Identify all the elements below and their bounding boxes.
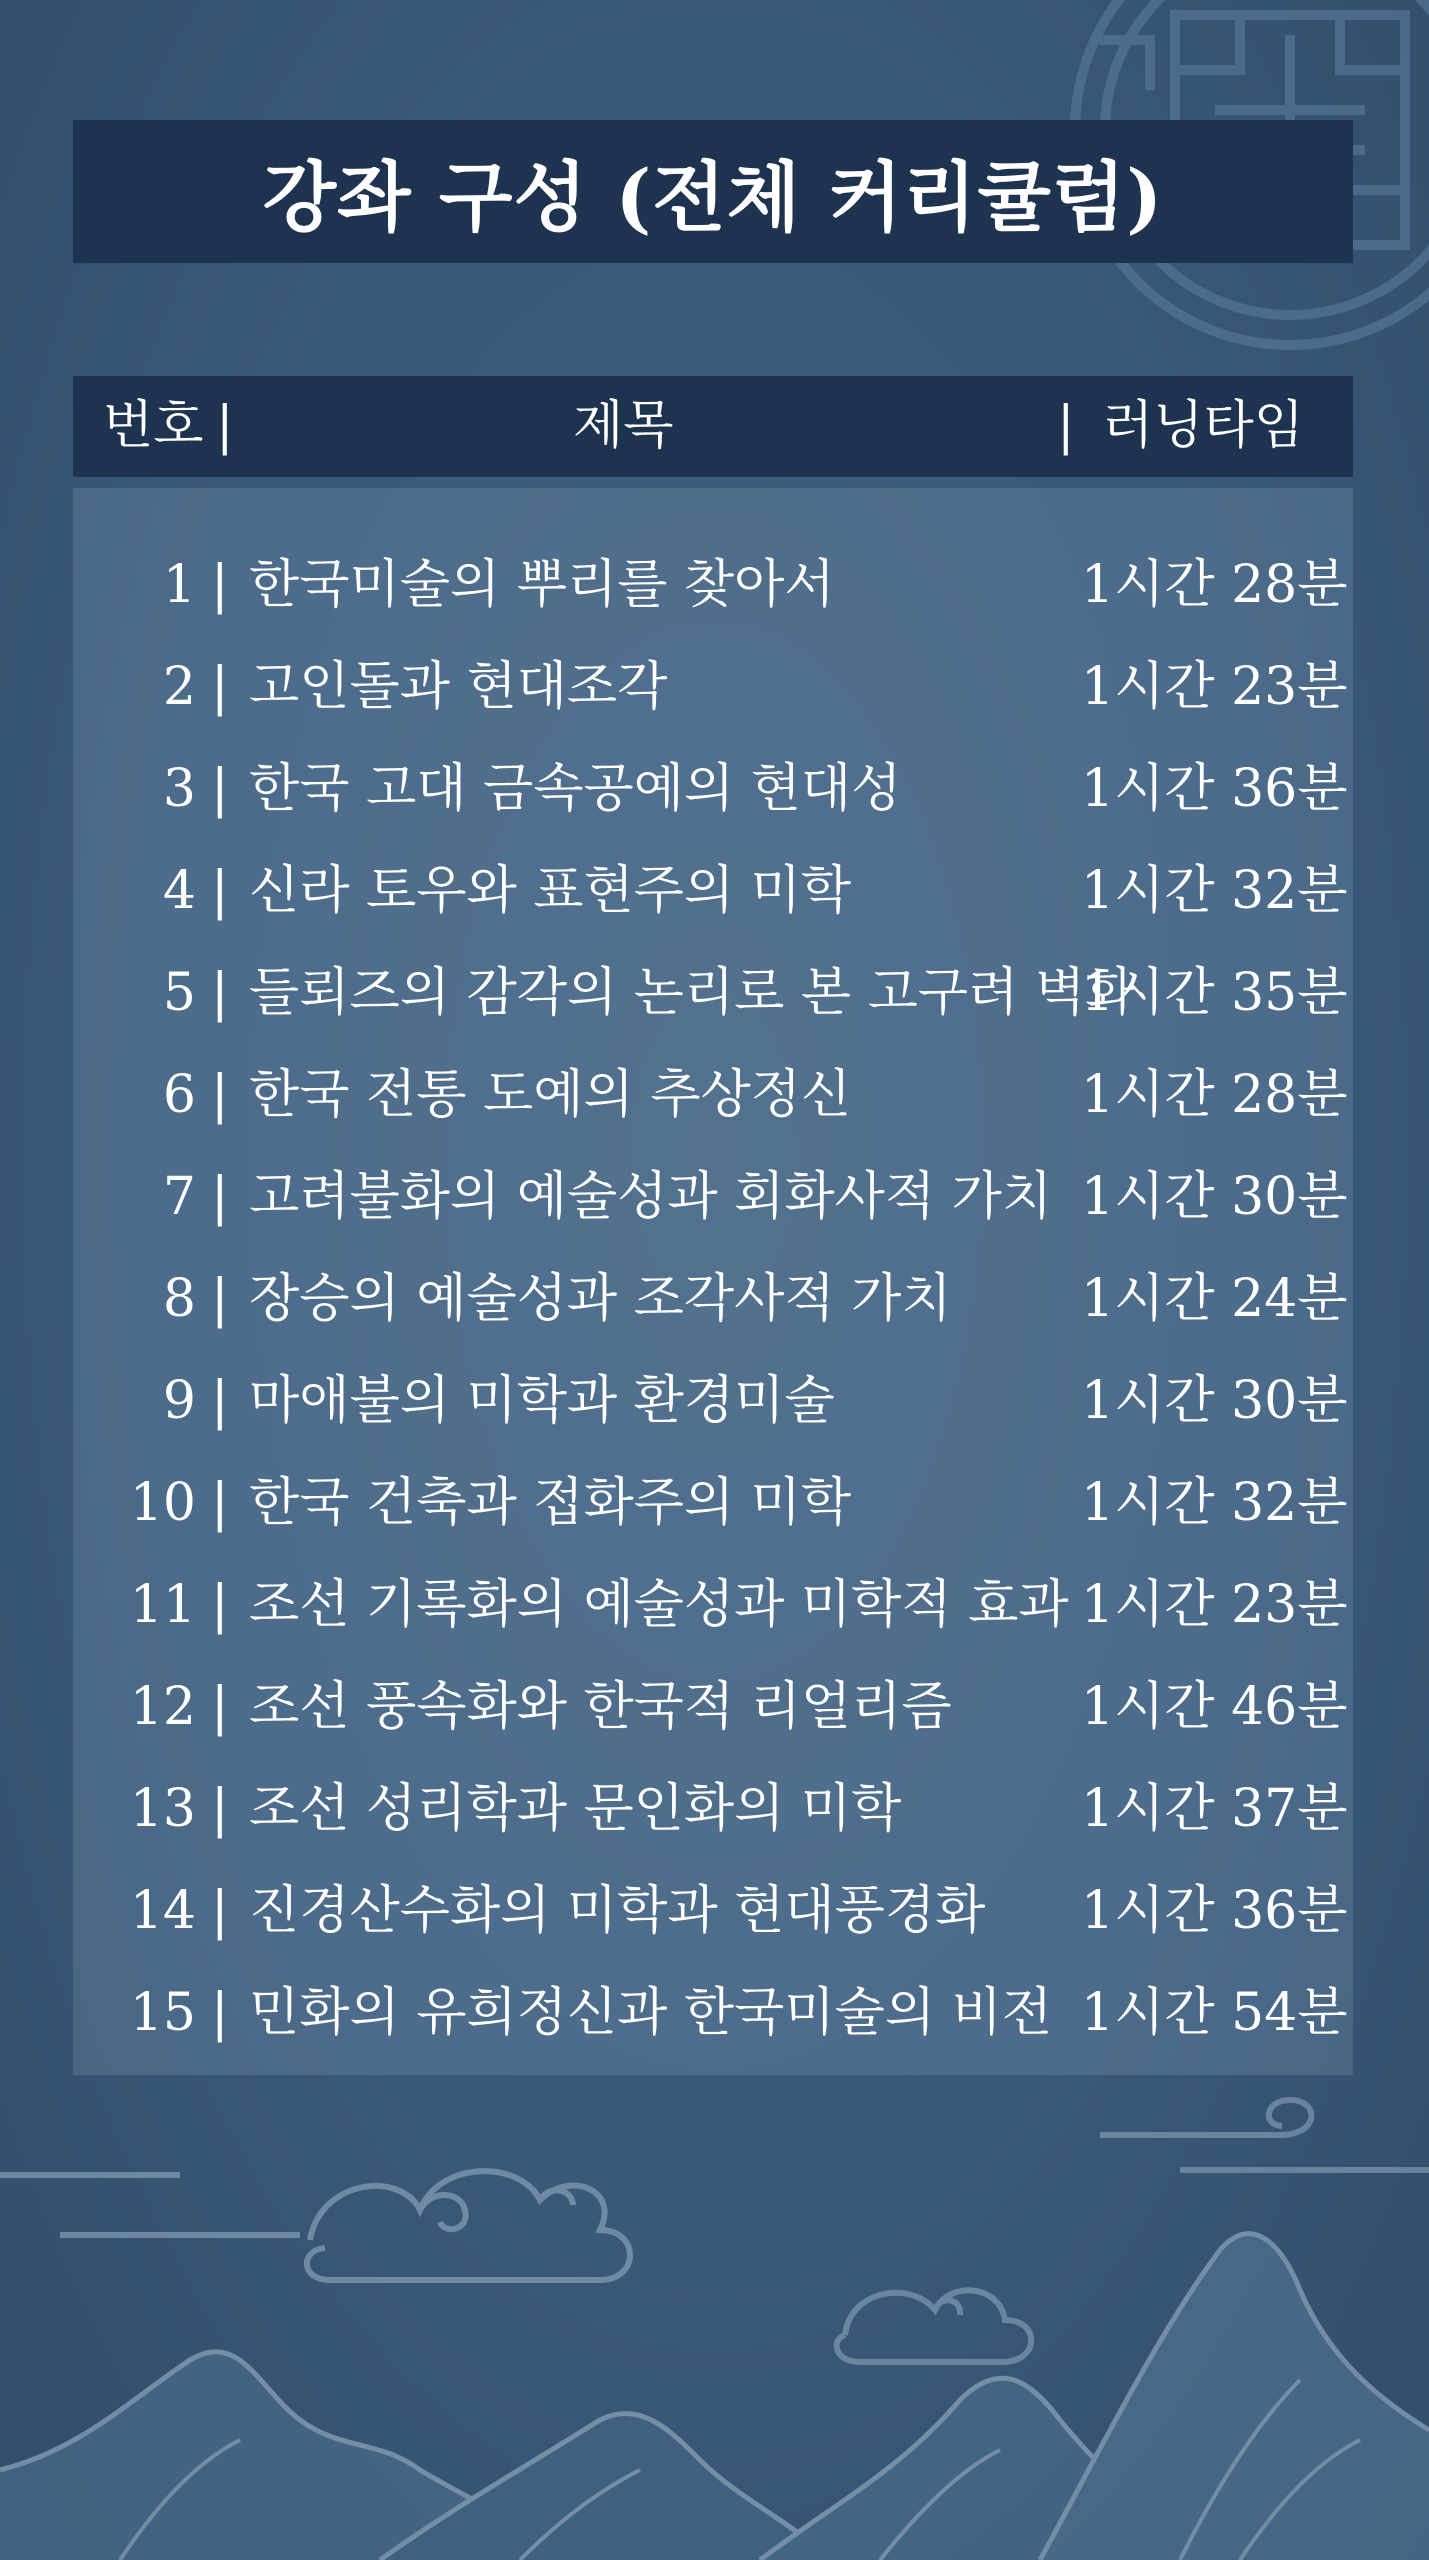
row-title: 한국 건축과 접화주의 미학 [249,1473,852,1533]
row-separator: | [211,1269,229,1329]
row-number: 3 [162,759,196,819]
table-row [73,840,1353,942]
header-runtime: 러닝타임 [1103,396,1304,456]
row-runtime: 1시간 36분 [1081,759,1348,819]
row-separator: | [211,759,229,819]
row-number: 13 [129,1779,196,1839]
row-title: 한국 고대 금속공예의 현대성 [249,759,902,819]
cloud-ornament-icon [1100,2100,1429,2170]
row-title: 조선 성리학과 문인화의 미학 [249,1779,902,1839]
row-number: 8 [162,1269,196,1329]
row-separator: | [211,1575,229,1635]
table-row [73,1758,1353,1860]
row-runtime: 1시간 54분 [1081,1983,1348,2043]
table-row [73,1146,1353,1248]
table-row [73,1962,1353,2064]
row-separator: | [211,1779,229,1839]
row-title: 고려불화의 예술성과 회화사적 가치 [249,1167,1053,1227]
row-number: 11 [129,1575,196,1635]
row-title: 마애불의 미학과 환경미술 [249,1371,835,1431]
table-row [73,1554,1353,1656]
row-separator: | [211,861,229,921]
row-runtime: 1시간 37분 [1081,1779,1348,1839]
row-runtime: 1시간 28분 [1081,555,1348,615]
row-separator: | [211,555,229,615]
table-row [73,534,1353,636]
row-number: 7 [162,1167,196,1227]
row-number: 5 [162,963,196,1023]
row-title: 고인돌과 현대조각 [249,657,668,717]
mountain-landscape-icon [0,2234,1429,2560]
row-number: 14 [129,1881,196,1941]
row-runtime: 1시간 35분 [1081,963,1348,1023]
row-title: 민화의 유희정신과 한국미술의 비전 [249,1983,1053,2043]
row-runtime: 1시간 36분 [1081,1881,1348,1941]
title-banner [73,120,1353,263]
row-number: 12 [129,1677,196,1737]
row-runtime: 1시간 30분 [1081,1167,1348,1227]
header-separator: | [216,396,234,456]
table-row [73,1350,1353,1452]
row-runtime: 1시간 32분 [1081,861,1348,921]
cloud-ornament-icon [837,2290,1032,2362]
row-runtime: 1시간 23분 [1081,657,1348,717]
row-number: 4 [162,861,196,921]
table-row [73,1656,1353,1758]
page-title: 강좌 구성 (전체 커리큘럼) [262,153,1164,242]
row-number: 6 [162,1065,196,1125]
row-title: 한국미술의 뿌리를 찾아서 [249,555,835,615]
row-number: 15 [129,1983,196,2043]
row-separator: | [211,1371,229,1431]
table-row [73,1452,1353,1554]
table-row [73,1248,1353,1350]
table-row [73,1860,1353,1962]
row-number: 1 [162,555,196,615]
row-separator: | [211,1167,229,1227]
table-row [73,1044,1353,1146]
row-title: 조선 풍속화와 한국적 리얼리즘 [249,1677,952,1737]
row-separator: | [211,1065,229,1125]
row-separator: | [211,1881,229,1941]
row-title: 신라 토우와 표현주의 미학 [249,861,852,921]
row-title: 진경산수화의 미학과 현대풍경화 [249,1881,986,1941]
row-title: 한국 전통 도예의 추상정신 [249,1065,852,1125]
row-separator: | [211,657,229,717]
row-runtime: 1시간 23분 [1081,1575,1348,1635]
table-header [73,376,1353,477]
header-title: 제목 [573,396,674,456]
row-separator: | [211,1983,229,2043]
row-title: 조선 기록화의 예술성과 미학적 효과 [249,1575,1069,1635]
row-runtime: 1시간 32분 [1081,1473,1348,1533]
row-separator: | [211,1473,229,1533]
table-row [73,942,1353,1044]
row-separator: | [211,1677,229,1737]
row-runtime: 1시간 28분 [1081,1065,1348,1125]
row-title: 장승의 예술성과 조각사적 가치 [249,1269,952,1329]
row-runtime: 1시간 24분 [1081,1269,1348,1329]
table-row [73,738,1353,840]
cloud-ornament-icon [0,2171,630,2280]
table-row [73,636,1353,738]
row-title: 들뢰즈의 감각의 논리로 본 고구려 벽화 [249,963,1136,1023]
row-runtime: 1시간 30분 [1081,1371,1348,1431]
row-number: 2 [162,657,196,717]
curriculum-table [73,488,1353,2075]
row-runtime: 1시간 46분 [1081,1677,1348,1737]
row-separator: | [211,963,229,1023]
row-number: 10 [129,1473,196,1533]
header-separator: | [1057,396,1075,456]
header-number: 번호 [103,396,204,456]
row-number: 9 [162,1371,196,1431]
